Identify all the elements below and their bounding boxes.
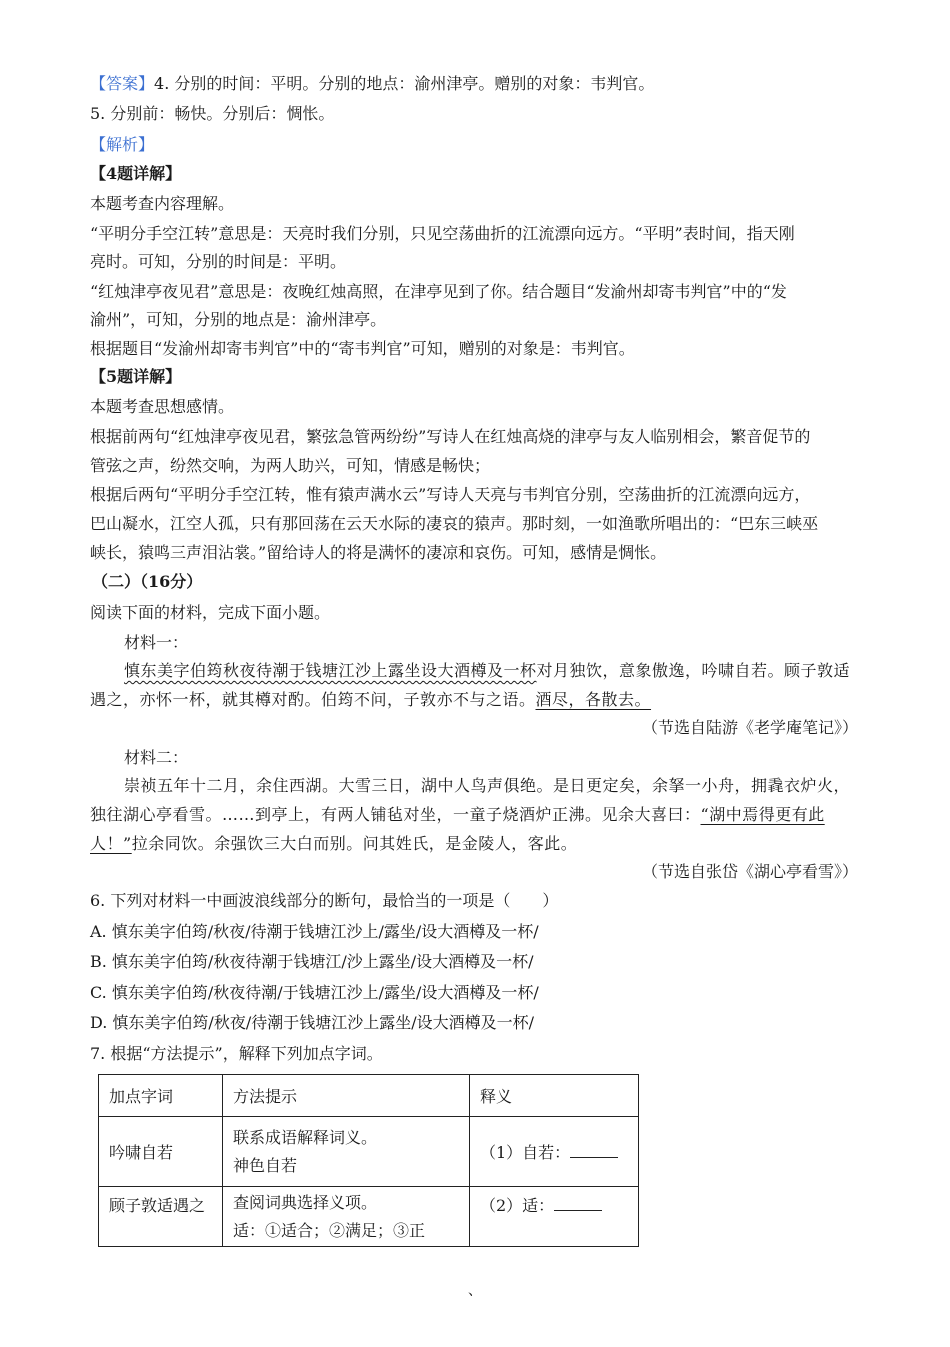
- answer-tag: 【答案】: [90, 74, 155, 93]
- underlined-quote: “湖中焉得更有此: [700, 805, 825, 824]
- material-2-label: 材料二：: [124, 748, 189, 767]
- cell-word: 吟啸自若: [99, 1117, 223, 1187]
- material-1-line-2: 遇之，亦怀一杯，就其樽对酌。伯筠不问，子敦亦不与之语。酒尽，各散去。: [90, 690, 652, 709]
- q4-line-3: “红烛津亭夜见君”意思是：夜晚红烛高照，在津亭见到了你。结合题目“发渝州却寄韦判官”中的“发: [90, 282, 787, 301]
- q5-header: 【5题详解】: [90, 367, 182, 386]
- cell-meaning: （2）适：: [470, 1187, 639, 1247]
- table-header-row: [99, 1075, 639, 1117]
- q5-line-2: 管弦之声，纷然交响，为两人助兴，可知，情感是畅快；: [90, 456, 491, 475]
- q4-line-5: 根据题目“发渝州却寄韦判官”中的“寄韦判官”可知，赠别的对象是：韦判官。: [90, 339, 635, 358]
- q7-table: [98, 1074, 639, 1247]
- cell-hint: 查阅词典选择义项。 适：①适合；②满足；③正: [223, 1187, 470, 1247]
- section-instruction: 阅读下面的材料，完成下面小题。: [90, 603, 331, 622]
- q5-line-1: 根据前两句“红烛津亭夜见君，繁弦急管两纷纷”写诗人在红烛高烧的津亭与友人临别相会，繁音促节的: [90, 427, 811, 446]
- q6-option-c[interactable]: C. 慎东美字伯筠/秋夜待潮/于钱塘江沙上/露坐/设大酒樽及一杯/: [90, 983, 539, 1002]
- q5-line-0: 本题考查思想感情。: [90, 397, 235, 416]
- q5-line-4: 巴山凝水，江空人孤，只有那回荡在云天水际的凄哀的猿声。那时刻，一如渔歌所唱出的：“巴东三峡巫: [90, 514, 819, 533]
- answer-blank[interactable]: [570, 1141, 618, 1158]
- material-1-label: 材料一：: [124, 633, 189, 652]
- header-meaning: 释义: [470, 1075, 639, 1117]
- cell-meaning: （1）自若：: [470, 1117, 639, 1187]
- q4-line-4: 渝州”，可知，分别的地点是：渝州津亭。: [90, 310, 387, 329]
- table-row: [99, 1117, 639, 1187]
- section-heading: （二）（16分）: [92, 572, 203, 591]
- answer-blank[interactable]: [554, 1194, 602, 1211]
- underlined-quote-end: 人！”: [90, 834, 132, 853]
- material-2-line-1: 崇祯五年十二月，余住西湖。大雪三日，湖中人鸟声俱绝。是日更定矣，余拏一小舟，拥毳衣炉火，: [124, 776, 851, 795]
- material-1-line-1: 慎东美字伯筠秋夜待潮于钱塘江沙上露坐设大酒樽及一杯对月独饮，意象傲逸，吟啸自若。顾子敦适: [124, 661, 851, 680]
- q4-line-1: “平明分手空江转”意思是：天亮时我们分别，只见空荡曲折的江流漂向远方。“平明”表时间，指天刚: [90, 224, 795, 243]
- q5-line-3: 根据后两句“平明分手空江转，惟有猿声满水云”写诗人天亮与韦判官分别，空荡曲折的江流漂向远方，: [90, 485, 811, 504]
- q5-line-5: 峡长，猿鸣三声泪沾裳。”留给诗人的将是满怀的凄凉和哀伤。可知，感情是惆怅。: [90, 543, 667, 562]
- footer-mark: 、: [468, 1283, 482, 1299]
- cell-hint: 联系成语解释词义。 神色自若: [223, 1117, 470, 1187]
- analysis-tag: 【解析】: [90, 135, 155, 154]
- answer-line-1: 【答案】4. 分别的时间：平明。分别的地点：渝州津亭。赠别的对象：韦判官。: [90, 74, 655, 93]
- q6-option-d[interactable]: D. 慎东美字伯筠/秋夜/待潮于钱塘江沙上露坐/设大酒樽及一杯/: [90, 1013, 534, 1032]
- material-2-line-3: 人！”拉余同饮。余强饮三大白而别。问其姓氏，是金陵人，客此。: [90, 834, 578, 853]
- q6-option-a[interactable]: A. 慎东美字伯筠/秋夜/待潮于钱塘江沙上/露坐/设大酒樽及一杯/: [90, 922, 539, 941]
- q4-line-0: 本题考查内容理解。: [90, 194, 235, 213]
- q6-option-b[interactable]: B. 慎东美字伯筠/秋夜待潮于钱塘江/沙上露坐/设大酒樽及一杯/: [90, 952, 534, 971]
- material-2-line-2: 独往湖心亭看雪。……到亭上，有两人铺毡对坐，一童子烧酒炉正沸。见余大喜曰：“湖中焉得更有此: [90, 805, 825, 824]
- cell-word: 顾子敦适遇之: [99, 1187, 223, 1247]
- material-1-source: （节选自陆游《老学庵笔记》）: [641, 718, 858, 737]
- table-row: [99, 1187, 639, 1247]
- header-hint: 方法提示: [223, 1075, 470, 1117]
- underlined-text: 酒尽，各散去。: [535, 690, 652, 709]
- answer-line-2: 5. 分别前：畅快。分别后：惆怅。: [90, 104, 335, 123]
- q6-stem: 6. 下列对材料一中画波浪线部分的断句，最恰当的一项是（ ）: [90, 891, 559, 910]
- material-2-source: （节选自张岱《湖心亭看雪》）: [641, 862, 858, 881]
- wavy-underlined-text: 慎东美字伯筠秋夜待潮于钱塘江沙上露坐设大酒樽及一杯: [124, 661, 537, 680]
- q4-line-2: 亮时。可知，分别的时间是：平明。: [90, 252, 347, 271]
- q4-header: 【4题详解】: [90, 164, 182, 183]
- q7-stem: 7. 根据“方法提示”，解释下列加点字词。: [90, 1044, 383, 1063]
- header-word: 加点字词: [99, 1075, 223, 1117]
